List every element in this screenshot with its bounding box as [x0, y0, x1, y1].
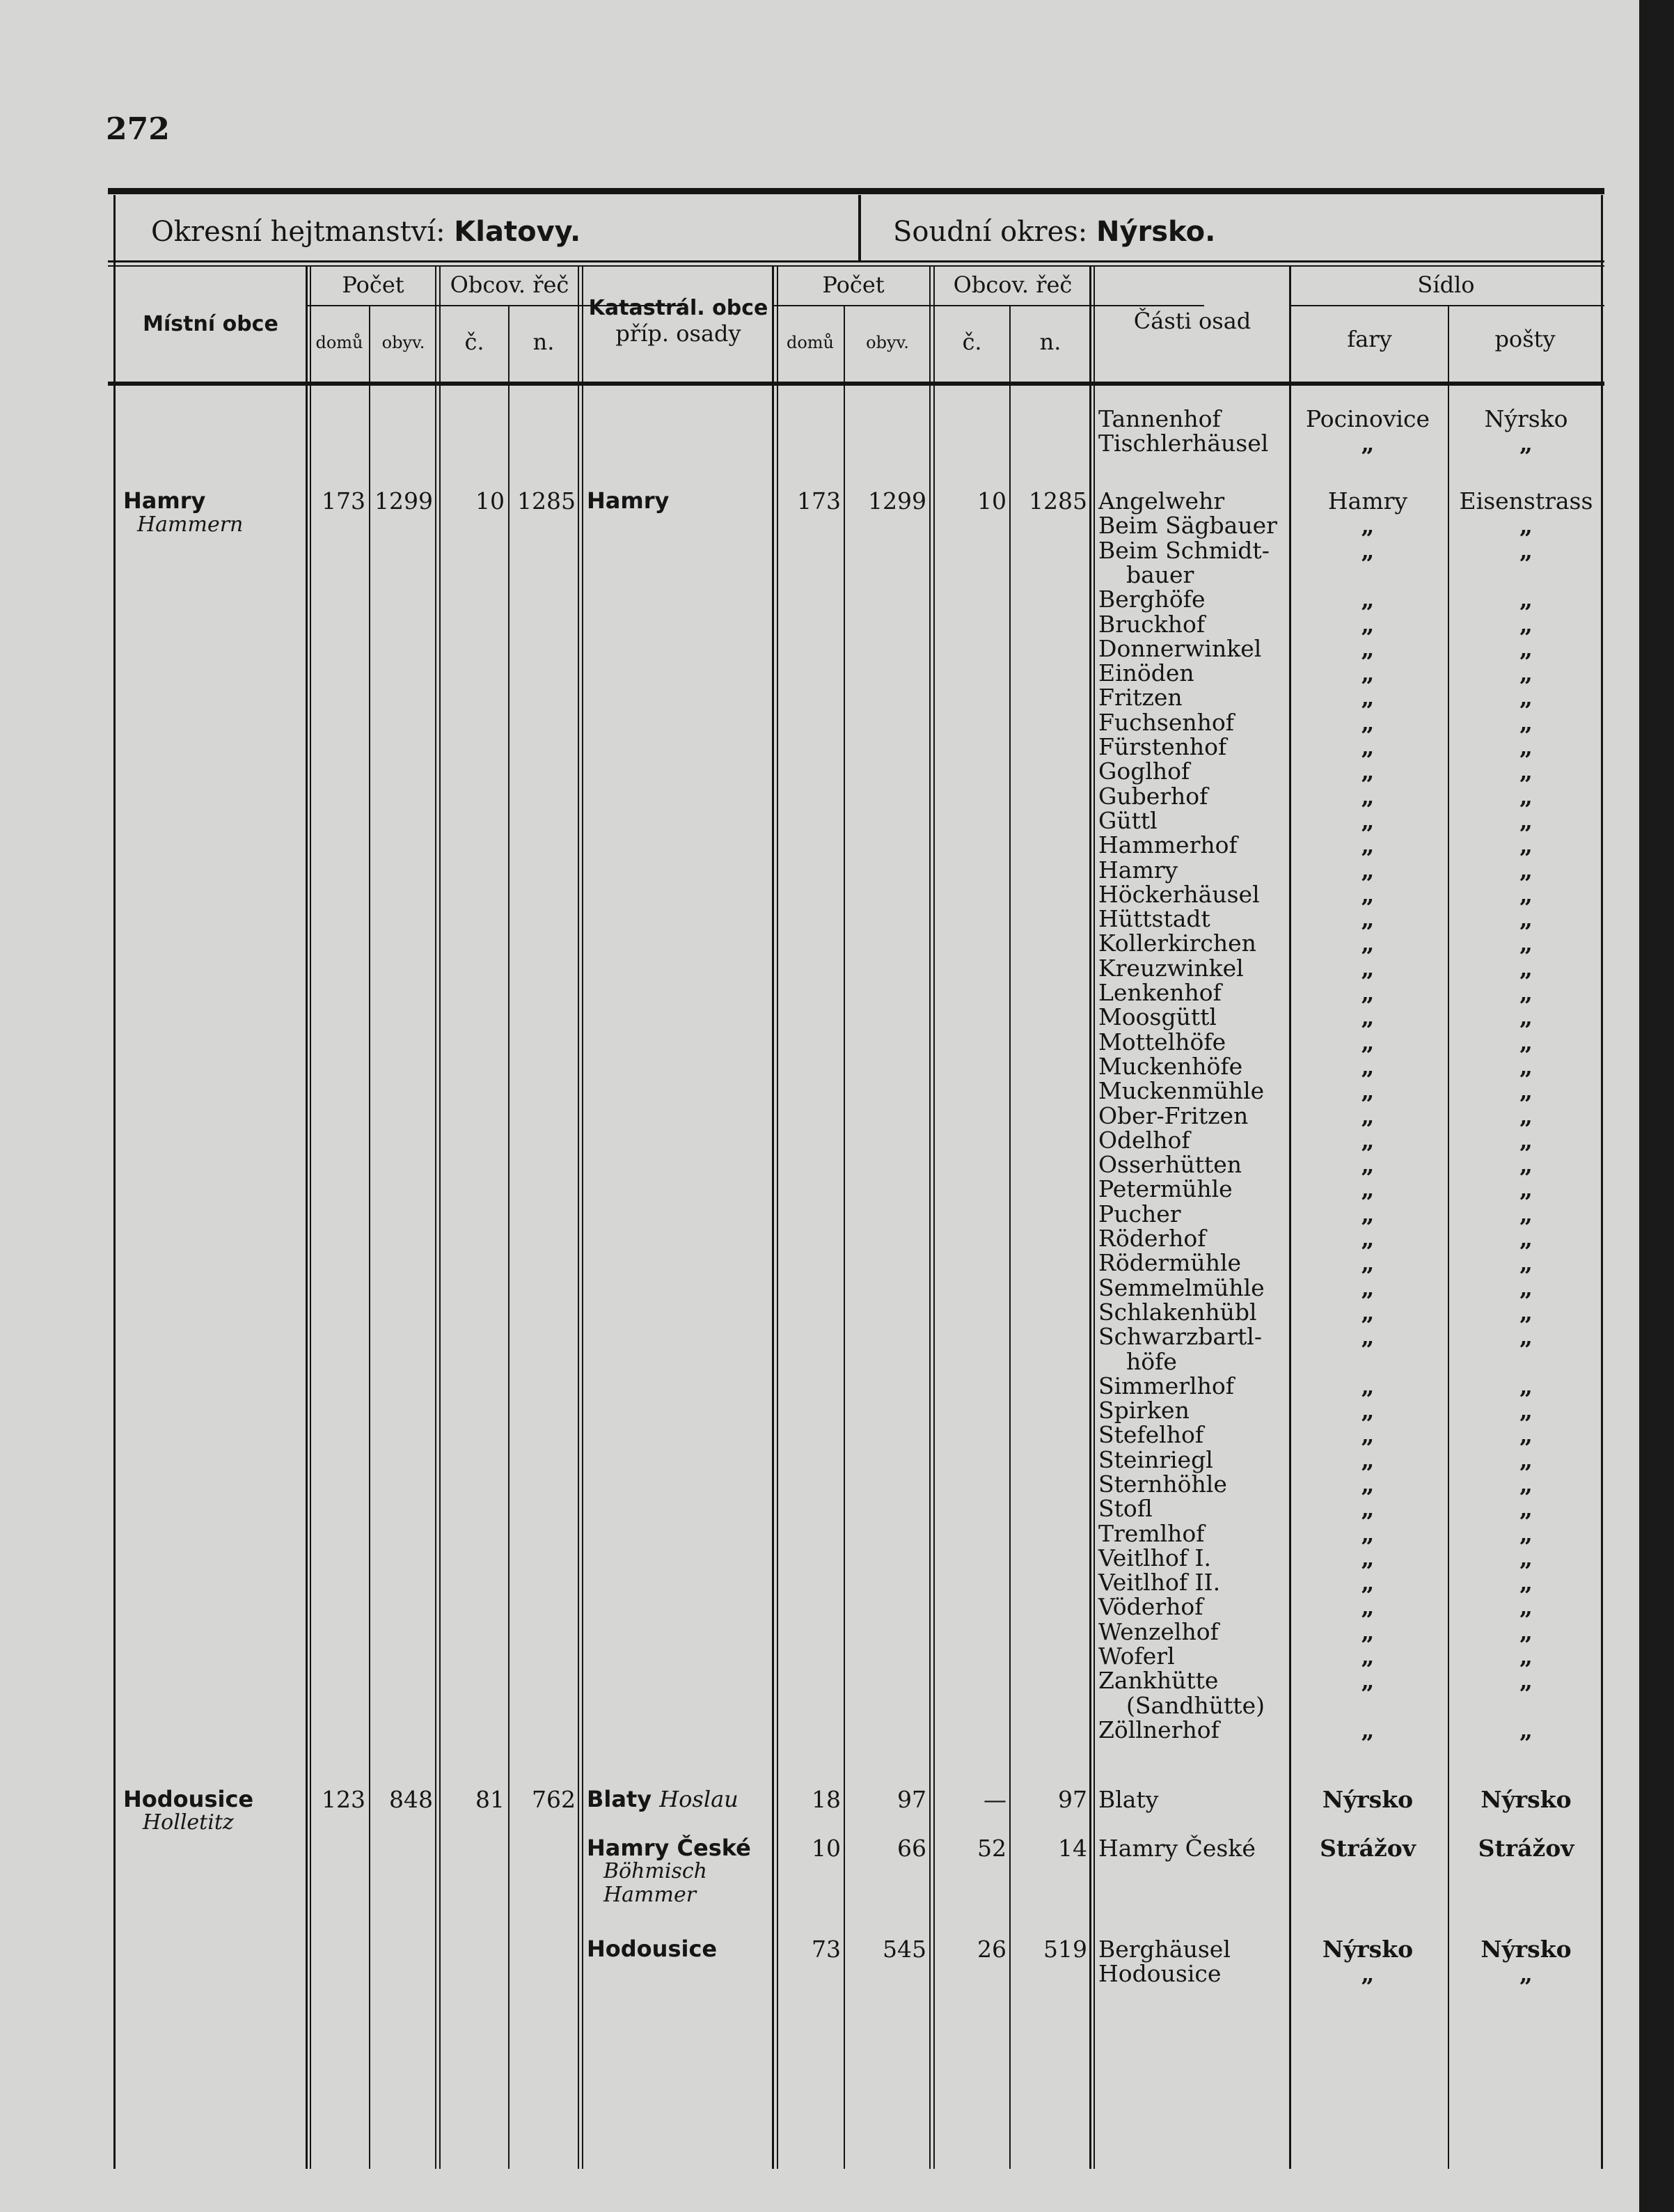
- posty-value: „: [1519, 929, 1533, 957]
- fary-value: „: [1361, 1175, 1375, 1202]
- posty-value: „: [1519, 1716, 1533, 1743]
- posty-value: „: [1519, 1960, 1533, 1987]
- cadastral-german-name: Hammer: [603, 1883, 697, 1907]
- posty-value: „: [1519, 709, 1533, 736]
- col-rule-6b: [777, 266, 778, 2169]
- fary-value: „: [1361, 1446, 1375, 1473]
- fary-value: „: [1361, 1372, 1375, 1399]
- posty-value: „: [1519, 1127, 1533, 1154]
- part-name: Pucher: [1098, 1200, 1181, 1227]
- scan-edge-shadow: [1639, 0, 1674, 2212]
- part-name: Zankhütte: [1098, 1667, 1219, 1694]
- municipality-name: Hodousice: [123, 1786, 254, 1812]
- left-border: [113, 195, 116, 2169]
- col-n-1: n.: [532, 329, 555, 355]
- posty-value: „: [1519, 1151, 1533, 1178]
- part-name: Lenkenhof: [1098, 979, 1222, 1006]
- posty-value: „: [1519, 1642, 1533, 1670]
- posty-value: Nýrsko: [1484, 405, 1568, 432]
- part-name: Bruckhof: [1098, 611, 1206, 638]
- fary-value: „: [1361, 1249, 1375, 1276]
- fary-value: „: [1361, 1397, 1375, 1424]
- cadastral-german-name: Böhmisch: [603, 1859, 707, 1883]
- part-name: Wenzelhof: [1098, 1618, 1219, 1645]
- part-name: Guberhof: [1098, 783, 1208, 810]
- posty-value: „: [1519, 831, 1533, 858]
- col-sidlo: Sídlo: [1417, 272, 1475, 298]
- col-rule-10b: [1093, 266, 1095, 2169]
- fary-value: „: [1361, 1618, 1375, 1645]
- part-name: Moosgüttl: [1098, 1003, 1217, 1030]
- posty-value: „: [1519, 856, 1533, 884]
- part-name: Donnerwinkel: [1098, 635, 1262, 662]
- part-name: Röderhof: [1098, 1225, 1206, 1252]
- cadastral-german: 14: [1058, 1835, 1087, 1862]
- fary-value: „: [1361, 1077, 1375, 1104]
- posty-value: „: [1519, 1003, 1533, 1030]
- col-rule-10: [1089, 266, 1091, 2169]
- col-katastral-2: příp. osady: [615, 320, 741, 347]
- cadastral-czech: —: [984, 1786, 1006, 1813]
- part-name: Mottelhöfe: [1098, 1028, 1226, 1056]
- posty-value: „: [1519, 1397, 1533, 1424]
- col-rule-7: [844, 305, 845, 2169]
- posty-value: Strážov: [1478, 1835, 1574, 1862]
- part-name: Hamry: [1098, 856, 1178, 884]
- part-name: Woferl: [1098, 1642, 1175, 1670]
- posty-value: „: [1519, 905, 1533, 932]
- cadastral-name: Hodousice: [587, 1936, 718, 1962]
- cadastral-german: 1285: [1029, 487, 1087, 515]
- posty-value: Eisenstrass: [1459, 487, 1593, 515]
- part-name: Fuchsenhof: [1098, 709, 1234, 736]
- fary-value: „: [1361, 659, 1375, 687]
- posty-value: „: [1519, 586, 1533, 613]
- posty-value: „: [1519, 1667, 1533, 1694]
- fary-value: „: [1361, 831, 1375, 858]
- posty-value: „: [1519, 1200, 1533, 1227]
- fary-value: „: [1361, 1593, 1375, 1620]
- posty-value: „: [1519, 1102, 1533, 1129]
- part-name: Spirken: [1098, 1397, 1190, 1424]
- fary-value: „: [1361, 783, 1375, 810]
- posty-value: Nýrsko: [1480, 1936, 1572, 1963]
- part-name: Steinriegl: [1098, 1446, 1213, 1473]
- cadastral-population: 97: [897, 1786, 926, 1813]
- fary-value: „: [1361, 1127, 1375, 1154]
- part-name: Schwarzbartl-: [1098, 1323, 1262, 1350]
- fary-value: „: [1361, 1495, 1375, 1522]
- posty-value: „: [1519, 512, 1533, 539]
- part-name: Hüttstadt: [1098, 905, 1210, 932]
- part-name: Höckerhäusel: [1098, 881, 1260, 908]
- fary-value: „: [1361, 1421, 1375, 1448]
- part-name: Beim Sägbauer: [1098, 512, 1277, 539]
- posty-value: „: [1519, 611, 1533, 638]
- posty-value: „: [1519, 955, 1533, 982]
- fary-value: „: [1361, 1299, 1375, 1326]
- posty-value: „: [1519, 1520, 1533, 1547]
- col-rule-6: [772, 266, 774, 2169]
- part-name: Tremlhof: [1098, 1520, 1205, 1547]
- fary-value: „: [1361, 758, 1375, 785]
- posty-value: „: [1519, 1274, 1533, 1301]
- fary-value: „: [1361, 1200, 1375, 1227]
- german-speakers: 1285: [517, 487, 576, 515]
- census-table: [108, 188, 1604, 2169]
- fary-value: „: [1361, 929, 1375, 957]
- part-name: Semmelmühle: [1098, 1274, 1265, 1301]
- part-name: Muckenhöfe: [1098, 1053, 1243, 1080]
- part-name: Odelhof: [1098, 1127, 1190, 1154]
- posty-value: „: [1519, 1225, 1533, 1252]
- part-name: Veitlhof I.: [1098, 1544, 1212, 1571]
- fary-value: Nýrsko: [1322, 1786, 1414, 1813]
- header-separator: [858, 195, 861, 261]
- fary-value: „: [1361, 1470, 1375, 1498]
- houses-count: 123: [322, 1786, 365, 1813]
- col-rule-3b: [439, 266, 441, 2169]
- part-name: Zöllnerhof: [1098, 1716, 1219, 1743]
- col-domu-1: domů: [315, 333, 363, 352]
- fary-value: „: [1361, 1667, 1375, 1694]
- part-name: (Sandhütte): [1126, 1692, 1265, 1719]
- fary-value: „: [1361, 1028, 1375, 1056]
- cadastral-houses: 73: [812, 1936, 841, 1963]
- part-name: Vöderhof: [1098, 1593, 1203, 1620]
- header-divider-rule-2: [108, 265, 1604, 267]
- part-name: Goglhof: [1098, 758, 1190, 785]
- fary-value: „: [1361, 979, 1375, 1006]
- posty-value: „: [1519, 807, 1533, 834]
- part-name: Hodousice: [1098, 1960, 1222, 1987]
- cadastral-czech: 10: [977, 487, 1006, 515]
- part-name: Simmerlhof: [1098, 1372, 1234, 1399]
- cadastral-czech: 52: [977, 1835, 1006, 1862]
- top-thick-rule: [108, 188, 1604, 194]
- fary-value: Nýrsko: [1322, 1936, 1414, 1963]
- col-obcov-rec-1: Obcov. řeč: [450, 272, 569, 298]
- col-rule-4: [508, 305, 510, 2169]
- posty-value: „: [1519, 1175, 1533, 1202]
- fary-value: „: [1361, 611, 1375, 638]
- part-name: bauer: [1126, 561, 1194, 588]
- col-rule-9: [1009, 305, 1011, 2169]
- cadastral-name: Hamry: [587, 487, 670, 514]
- court-heading: Soudní okres: Nýrsko.: [893, 216, 1216, 248]
- part-name: Ober-Fritzen: [1098, 1102, 1249, 1129]
- posty-value: „: [1519, 1569, 1533, 1596]
- fary-value: „: [1361, 1569, 1375, 1596]
- posty-value: „: [1519, 758, 1533, 785]
- posty-value: Nýrsko: [1480, 1786, 1572, 1813]
- posty-value: „: [1519, 1544, 1533, 1571]
- col-obcov-rec-2: Obcov. řeč: [953, 272, 1073, 298]
- posty-value: „: [1519, 1470, 1533, 1498]
- col-domu-2: domů: [786, 333, 835, 352]
- col-rule-8b: [933, 266, 935, 2169]
- col-fary: fary: [1347, 326, 1392, 352]
- fary-value: „: [1361, 955, 1375, 982]
- col-rule-1b: [310, 266, 311, 2169]
- posty-value: „: [1519, 659, 1533, 687]
- part-name: Berghäusel: [1098, 1936, 1231, 1963]
- fary-value: „: [1361, 586, 1375, 613]
- part-name: Petermühle: [1098, 1175, 1233, 1202]
- part-name: Kollerkirchen: [1098, 929, 1256, 957]
- posty-value: „: [1519, 1618, 1533, 1645]
- fary-value: Strážov: [1320, 1835, 1416, 1862]
- municipality-german-name: Holletitz: [143, 1810, 234, 1835]
- posty-value: „: [1519, 1323, 1533, 1350]
- cadastral-houses: 10: [812, 1835, 841, 1862]
- part-name: Sternhöhle: [1098, 1470, 1227, 1498]
- col-rule-12: [1448, 305, 1449, 2169]
- posty-value: „: [1519, 430, 1533, 457]
- posty-value: „: [1519, 1249, 1533, 1276]
- part-name: Tischlerhäusel: [1098, 430, 1269, 457]
- fary-value: „: [1361, 1544, 1375, 1571]
- col-posty: pošty: [1494, 326, 1556, 352]
- posty-value: „: [1519, 733, 1533, 760]
- fary-value: „: [1361, 905, 1375, 932]
- cadastral-czech: 26: [977, 1936, 1006, 1963]
- population-count: 1299: [374, 487, 433, 515]
- part-name: Angelwehr: [1098, 487, 1225, 515]
- czech-speakers: 81: [475, 1786, 505, 1813]
- posty-value: „: [1519, 783, 1533, 810]
- part-name: Muckenmühle: [1098, 1077, 1265, 1104]
- cadastral-population: 66: [897, 1835, 926, 1862]
- cadastral-name: Blaty Hoslau: [587, 1786, 739, 1812]
- col-rule-5b: [582, 266, 583, 2169]
- fary-value: „: [1361, 430, 1375, 457]
- cadastral-houses: 18: [812, 1786, 841, 1813]
- fary-value: „: [1361, 733, 1375, 760]
- subheader-rule-right: [773, 305, 1204, 306]
- col-pocet-2: Počet: [822, 272, 885, 298]
- cadastral-german: 97: [1058, 1786, 1087, 1813]
- posty-value: „: [1519, 1421, 1533, 1448]
- fary-value: „: [1361, 684, 1375, 711]
- posty-value: „: [1519, 635, 1533, 662]
- column-header-bottom-rule: [108, 382, 1604, 386]
- fary-value: „: [1361, 1053, 1375, 1080]
- fary-value: „: [1361, 1102, 1375, 1129]
- part-name: Blaty: [1098, 1786, 1159, 1813]
- col-rule-5: [578, 266, 579, 2169]
- posty-value: „: [1519, 1446, 1533, 1473]
- fary-value: „: [1361, 1225, 1375, 1252]
- col-casti-osad: Části osad: [1133, 308, 1251, 334]
- fary-value: „: [1361, 1642, 1375, 1670]
- col-obyv-2: obyv.: [866, 333, 909, 352]
- posty-value: „: [1519, 1053, 1533, 1080]
- fary-value: „: [1361, 709, 1375, 736]
- posty-value: „: [1519, 1372, 1533, 1399]
- col-rule-1: [306, 266, 308, 2169]
- municipality-name: Hamry: [123, 487, 206, 514]
- czech-speakers: 10: [475, 487, 505, 515]
- col-c-2: č.: [962, 329, 982, 355]
- fary-value: „: [1361, 1274, 1375, 1301]
- part-name: Schlakenhübl: [1098, 1299, 1257, 1326]
- district-heading: Okresní hejtmanství: Klatovy.: [151, 216, 581, 248]
- part-name: Hamry České: [1098, 1835, 1256, 1862]
- posty-value: „: [1519, 1028, 1533, 1056]
- fary-value: „: [1361, 1960, 1375, 1987]
- right-border: [1601, 195, 1603, 2169]
- german-speakers: 762: [532, 1786, 576, 1813]
- posty-value: „: [1519, 1495, 1533, 1522]
- houses-count: 173: [322, 487, 365, 515]
- posty-value: „: [1519, 1299, 1533, 1326]
- fary-value: „: [1361, 1323, 1375, 1350]
- part-name: Einöden: [1098, 659, 1194, 687]
- cadastral-german: 519: [1043, 1936, 1087, 1963]
- fary-value: „: [1361, 1520, 1375, 1547]
- col-c-1: č.: [464, 329, 484, 355]
- part-name: Osserhütten: [1098, 1151, 1242, 1178]
- part-name: Hammerhof: [1098, 831, 1238, 858]
- part-name: Beim Schmidt-: [1098, 537, 1270, 564]
- posty-value: „: [1519, 1077, 1533, 1104]
- part-name: Rödermühle: [1098, 1249, 1242, 1276]
- cadastral-population: 1299: [868, 487, 926, 515]
- part-name: Berghöfe: [1098, 586, 1206, 613]
- fary-value: „: [1361, 512, 1375, 539]
- cadastral-houses: 173: [797, 487, 841, 515]
- part-name: Güttl: [1098, 807, 1158, 834]
- posty-value: „: [1519, 684, 1533, 711]
- fary-value: Hamry: [1327, 487, 1408, 515]
- col-rule-2: [369, 305, 370, 2169]
- header-divider-rule: [108, 260, 1604, 262]
- fary-value: „: [1361, 537, 1375, 564]
- part-name: Stefelhof: [1098, 1421, 1204, 1448]
- col-rule-3: [435, 266, 436, 2169]
- fary-value: Pocinovice: [1305, 405, 1430, 432]
- cadastral-population: 545: [883, 1936, 926, 1963]
- page-number: 272: [106, 111, 170, 147]
- posty-value: „: [1519, 979, 1533, 1006]
- posty-value: „: [1519, 537, 1533, 564]
- col-obyv-1: obyv.: [381, 333, 425, 352]
- fary-value: „: [1361, 807, 1375, 834]
- part-name: Fürstenhof: [1098, 733, 1227, 760]
- part-name: Tannenhof: [1098, 405, 1221, 432]
- part-name: höfe: [1126, 1348, 1177, 1375]
- part-name: Veitlhof II.: [1098, 1569, 1221, 1596]
- fary-value: „: [1361, 1716, 1375, 1743]
- col-katastral: Katastrál. obce: [588, 296, 768, 320]
- posty-value: „: [1519, 881, 1533, 908]
- municipality-german-name: Hammern: [137, 512, 244, 537]
- fary-value: „: [1361, 881, 1375, 908]
- col-pocet-1: Počet: [342, 272, 404, 298]
- fary-value: „: [1361, 1151, 1375, 1178]
- col-mistni-obce: Místní obce: [143, 312, 278, 336]
- fary-value: „: [1361, 856, 1375, 884]
- population-count: 848: [389, 1786, 433, 1813]
- posty-value: „: [1519, 1593, 1533, 1620]
- part-name: Kreuzwinkel: [1098, 955, 1244, 982]
- part-name: Stofl: [1098, 1495, 1153, 1522]
- cadastral-name: Hamry České: [587, 1835, 751, 1861]
- fary-value: „: [1361, 635, 1375, 662]
- col-rule-8: [929, 266, 931, 2169]
- fary-value: „: [1361, 1003, 1375, 1030]
- part-name: Fritzen: [1098, 684, 1183, 711]
- col-n-2: n.: [1039, 329, 1061, 355]
